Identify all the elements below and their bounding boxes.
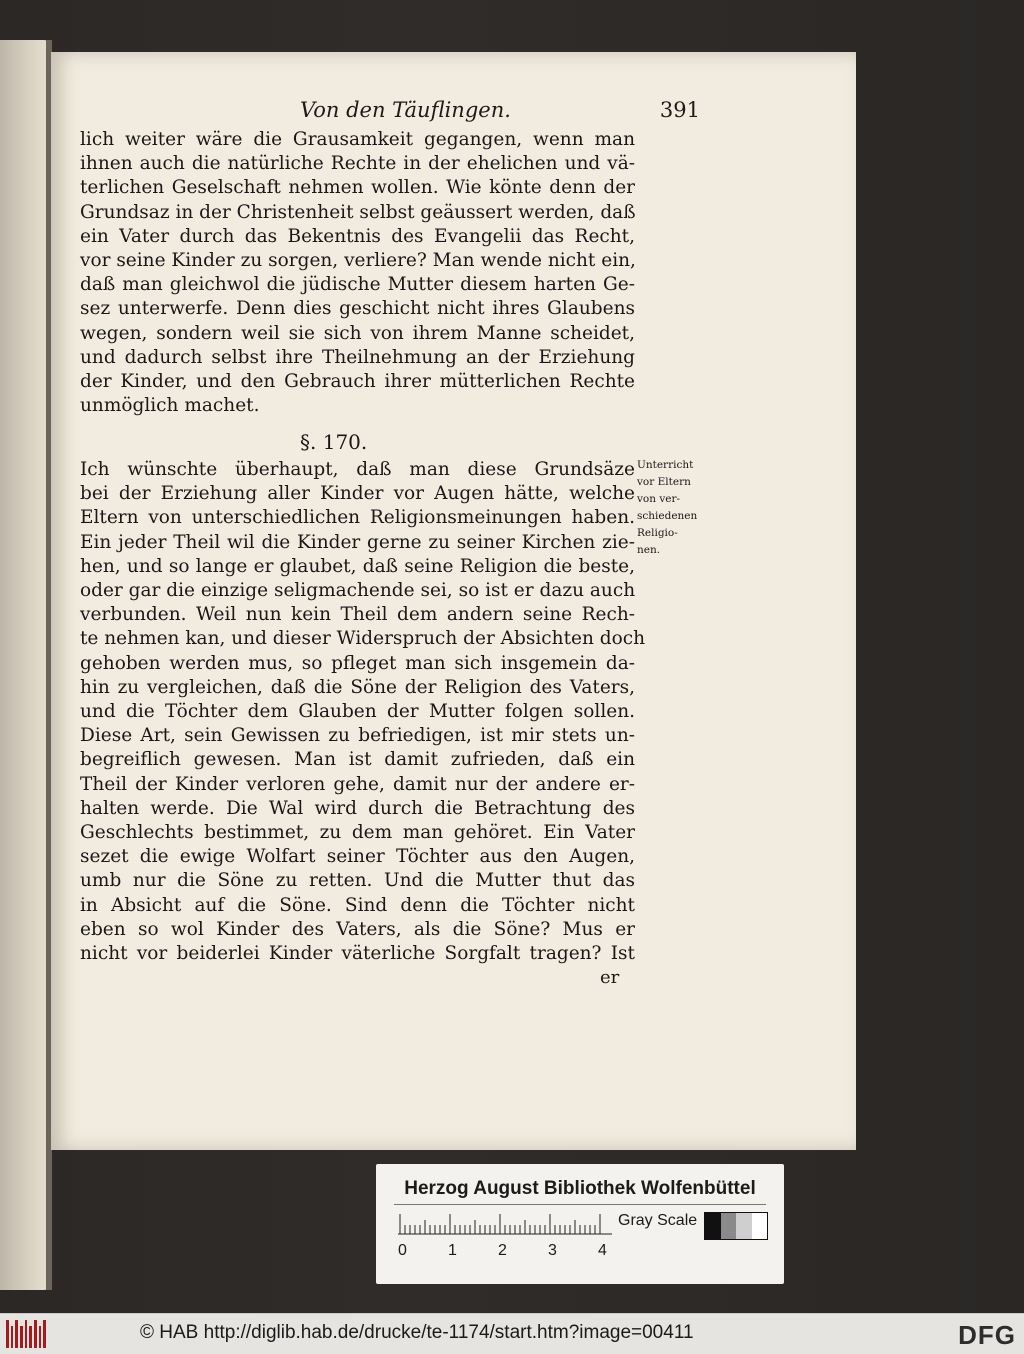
gray-scale-label: Gray Scale: [618, 1212, 698, 1229]
paragraph-2: [80, 458, 645, 966]
text-line: sez unterwerfe. Denn dies geschicht nicht ihres Glaubens: [80, 298, 635, 320]
gray-patch: [752, 1213, 768, 1239]
hab-logo-icon: [6, 1320, 46, 1348]
marginal-note: [637, 457, 717, 559]
library-name: Herzog August Bibliothek Wolfenbüttel: [404, 1178, 756, 1199]
text-line: lich weiter wäre die Grausamkeit gegangen, wenn man: [80, 129, 635, 150]
text-line: umb nur die Söne zu retten. Und die Mutter thut das: [80, 870, 635, 892]
text-line: oder gar die einzige seligmachende sei, so ist er dazu auch: [80, 580, 636, 602]
library-label-card: [376, 1164, 784, 1284]
marginal-line: vor Eltern: [637, 476, 691, 488]
label-divider: [394, 1204, 766, 1205]
dfg-logo: DFG: [958, 1320, 1016, 1350]
page-number: 391: [659, 98, 700, 122]
text-line: der Kinder, und den Gebrauch ihrer mütterlichen Rechte: [80, 371, 635, 393]
text-line: ein Vater durch das Bekentnis des Evangelii das Recht,: [80, 225, 635, 247]
text-line: gehoben werden mus, so pfleget man sich insgemein da-: [80, 652, 635, 674]
text-line: daß man gleichwol die jüdische Mutter diesem harten Ge-: [80, 274, 635, 296]
text-line: Ein jeder Theil wil die Kinder gerne zu seiner Kirchen zie-: [80, 531, 635, 553]
text-line: hen, und so lange er glaubet, daß seine Religion die beste,: [80, 555, 635, 577]
text-line: ihnen auch die natürliche Rechte in der ehelichen und vä-: [80, 153, 635, 175]
section-heading: §. 170.: [300, 430, 368, 454]
marginal-line: nen.: [637, 544, 661, 556]
previous-page-edge: [0, 40, 50, 1290]
ruler-number: 1: [448, 1242, 457, 1259]
text-line: begreiflich gewesen. Man ist damit zufrieden, daß ein: [80, 749, 635, 771]
text-line: te nehmen kan, und dieser Widerspruch der Absichten doch: [80, 628, 645, 650]
text-line: sezet die ewige Wolfart seiner Töchter aus den Augen,: [80, 846, 635, 868]
ruler-number: 3: [548, 1242, 557, 1259]
ruler-number: 0: [398, 1242, 407, 1259]
text-line: nicht vor beiderlei Kinder väterliche Sorgfalt tragen? Ist: [80, 943, 635, 965]
paragraph-1: [80, 128, 635, 418]
ruler-number: 2: [498, 1242, 507, 1259]
text-line: Diese Art, sein Gewissen zu befriedigen, ist mir stets un-: [80, 725, 635, 747]
text-line: Theil der Kinder verloren gehe, damit nur der andere er-: [80, 773, 635, 795]
ruler-numbers: [394, 1242, 614, 1262]
gray-patch: [736, 1213, 752, 1239]
text-line: Ich wünschte überhaupt, daß man diese Grundsäze: [80, 459, 635, 480]
copyright-url[interactable]: © HAB http://diglib.hab.de/drucke/te-1174/start.htm?image=00411: [140, 1322, 694, 1343]
text-line: wegen, sondern weil sie sich von ihrem Manne scheidet,: [80, 322, 635, 344]
running-head: [250, 98, 700, 128]
text-line: und dadurch selbst ihre Theilnehmung an der Erziehung: [80, 346, 635, 368]
gray-patch: [705, 1213, 721, 1239]
catchword: er: [600, 967, 620, 988]
text-line: eben so wol Kinder des Vaters, als die Söne? Mus er: [80, 918, 635, 940]
ruler-number: 4: [598, 1242, 607, 1259]
text-line: Geschlechts bestimmet, zu dem man gehöret. Ein Vater: [80, 822, 635, 844]
text-line: halten werde. Die Wal wird durch die Betrachtung des: [80, 797, 635, 819]
text-line: in Absicht auf die Söne. Sind denn die Töchter nicht: [80, 894, 635, 916]
text-line: und die Töchter dem Glauben der Mutter folgen sollen.: [80, 701, 635, 723]
text-line: Eltern von unterschiedlichen Religionsmeinungen haben.: [80, 507, 635, 529]
marginal-line: schiedenen: [637, 510, 698, 522]
gray-patch: [721, 1213, 737, 1239]
text-line: hin zu vergleichen, daß die Söne der Religion des Vaters,: [80, 676, 635, 698]
text-line: vor seine Kinder zu sorgen, verliere? Man wende nicht ein,: [80, 250, 636, 272]
text-line: terlichen Geselschaft nehmen wollen. Wie könte denn der: [80, 177, 635, 199]
text-line: unmöglich machet.: [80, 395, 260, 417]
text-line: verbunden. Weil nun kein Theil dem andern seine Rech-: [80, 604, 635, 626]
gray-scale-swatch: [704, 1212, 768, 1240]
marginal-line: Unterricht: [637, 459, 694, 471]
footer-bar: [0, 1313, 1024, 1354]
text-line: bei der Erziehung aller Kinder vor Augen hätte, welche: [80, 483, 635, 505]
ruler-scale: [398, 1212, 612, 1238]
marginal-line: Religio-: [637, 527, 678, 539]
text-line: Grundsaz in der Christenheit selbst geäussert werden, daß: [80, 201, 636, 223]
marginal-line: von ver-: [637, 493, 681, 505]
running-title: Von den Täuflingen.: [300, 98, 511, 122]
